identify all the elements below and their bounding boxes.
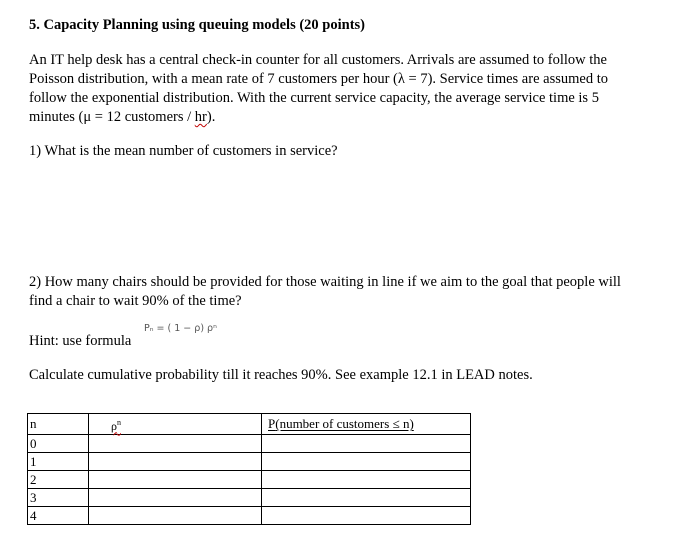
header-n[interactable]: n bbox=[28, 414, 89, 435]
cell-rho[interactable] bbox=[89, 453, 262, 471]
cumulative-prob-label bbox=[268, 416, 414, 431]
hint-label: Hint: use formula bbox=[29, 333, 132, 349]
formula-image: Pₙ = ( 1 − ρ) ρⁿ bbox=[144, 323, 217, 334]
header-rho-n[interactable] bbox=[89, 414, 262, 435]
intro-unit-misspelled: hr bbox=[194, 109, 207, 125]
intro-line-1: An IT help desk has a central check-in counter for all customers. Arrivals are assumed to follow the bbox=[29, 52, 607, 68]
cell-prob[interactable] bbox=[262, 507, 471, 525]
cell-n[interactable]: 1 bbox=[28, 453, 89, 471]
intro-line-4 bbox=[29, 108, 644, 127]
cell-prob[interactable] bbox=[262, 489, 471, 507]
table-row bbox=[28, 471, 471, 489]
intro-line-3: follow the exponential distribution. With the current service capacity, the average service time is 5 bbox=[29, 90, 599, 106]
cell-rho[interactable] bbox=[89, 471, 262, 489]
rho-exponent: n bbox=[117, 417, 121, 427]
intro-line-4-text: minutes (μ = 12 customers / bbox=[29, 109, 195, 125]
table-row bbox=[28, 507, 471, 525]
cell-rho[interactable] bbox=[89, 489, 262, 507]
rho-n-symbol bbox=[111, 415, 121, 434]
prob-p: P bbox=[268, 416, 276, 431]
table-row bbox=[28, 435, 471, 453]
cell-prob[interactable] bbox=[262, 435, 471, 453]
table-header-row bbox=[28, 414, 471, 435]
cell-rho[interactable] bbox=[89, 435, 262, 453]
question-part-1: 1) What is the mean number of customers in service? bbox=[29, 143, 338, 159]
cell-prob[interactable] bbox=[262, 453, 471, 471]
table-row bbox=[28, 453, 471, 471]
question-heading: 5. Capacity Planning using queuing models (20 points) bbox=[29, 17, 365, 33]
intro-line-4-end: ). bbox=[206, 109, 216, 125]
probability-table bbox=[27, 413, 471, 525]
q2-line-2: find a chair to wait 90% of the time? bbox=[29, 293, 242, 309]
cell-n[interactable]: 0 bbox=[28, 435, 89, 453]
rho-base: ρ bbox=[111, 418, 117, 433]
cell-n[interactable]: 2 bbox=[28, 471, 89, 489]
calc-instruction: Calculate cumulative probability till it reaches 90%. See example 12.1 in LEAD notes. bbox=[29, 367, 533, 383]
cell-prob[interactable] bbox=[262, 471, 471, 489]
q2-line-1: 2) How many chairs should be provided for those waiting in line if we aim to the goal that people will bbox=[29, 274, 621, 290]
cell-n[interactable]: 3 bbox=[28, 489, 89, 507]
cell-n[interactable]: 4 bbox=[28, 507, 89, 525]
table-row bbox=[28, 489, 471, 507]
intro-line-2: Poisson distribution, with a mean rate of 7 customers per hour (λ = 7). Service times are assumed to bbox=[29, 71, 608, 87]
question-part-2 bbox=[29, 273, 644, 311]
question-intro bbox=[29, 51, 644, 127]
cell-rho[interactable] bbox=[89, 507, 262, 525]
prob-rest: (number of customers ≤ n) bbox=[275, 416, 414, 431]
header-cumulative-prob[interactable] bbox=[262, 414, 471, 435]
